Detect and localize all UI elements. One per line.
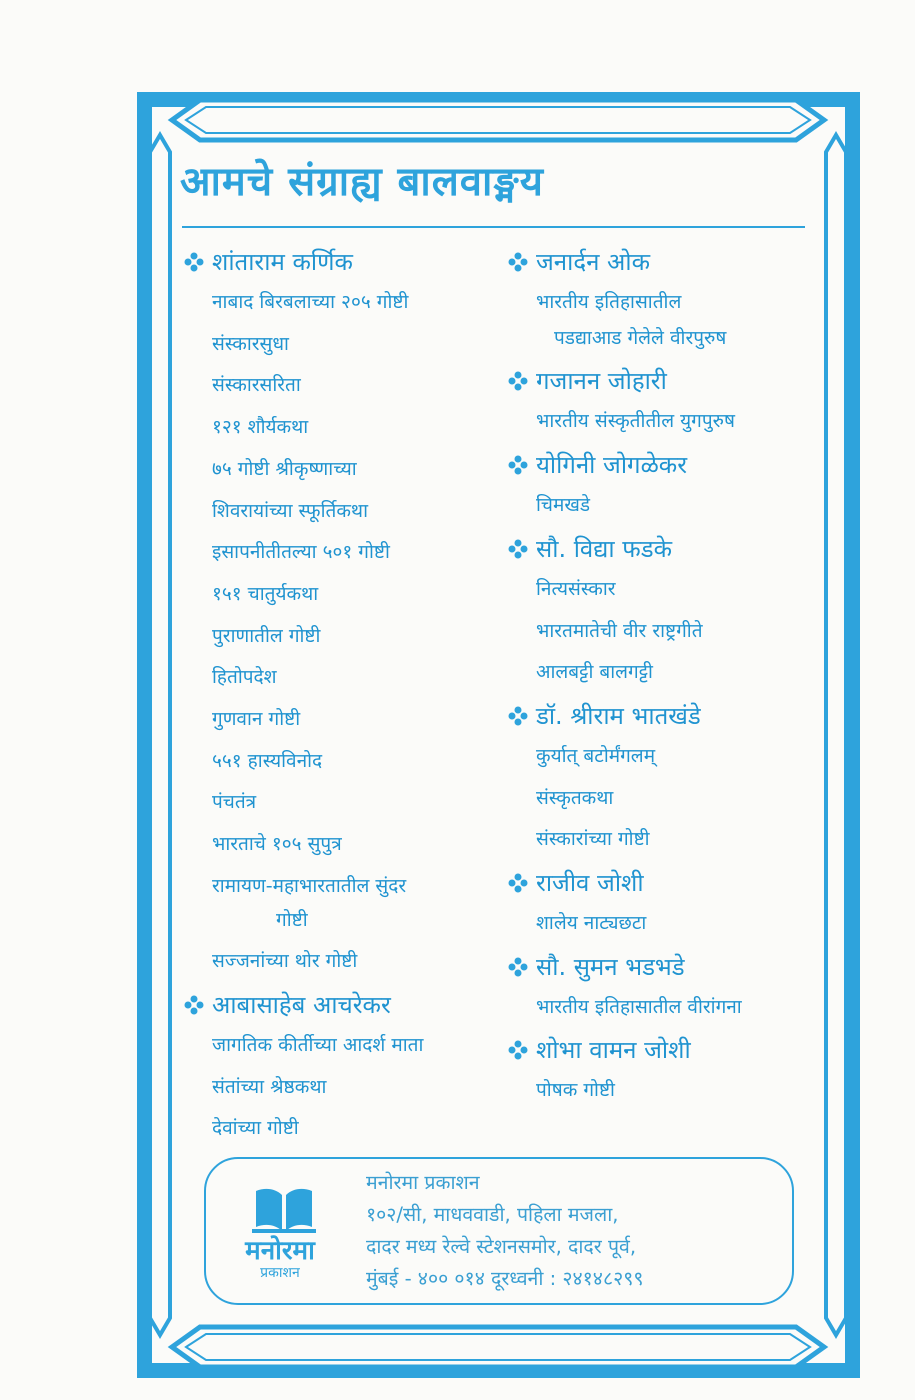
flower-bullet-icon	[508, 1040, 528, 1060]
author-name: योगिनी जोगळेकर	[536, 451, 688, 480]
flower-bullet-icon	[508, 873, 528, 893]
book-title: शालेय नाट्यछटा	[536, 912, 647, 935]
flower-bullet-icon	[508, 706, 528, 726]
author-heading	[184, 985, 494, 1025]
book-title: १२१ शौर्यकथा	[212, 416, 309, 439]
right-column	[508, 240, 808, 1112]
book-title: संस्कारांच्या गोष्टी	[536, 828, 650, 851]
book-title: कुर्यात् बटोर्मंगलम्	[536, 744, 656, 767]
book-title: इसापनीतीतल्या ५०१ गोष्टी	[212, 541, 390, 564]
book-title: भारतीय इतिहासातील	[536, 291, 682, 313]
book-title: आलबट्टी बालगट्टी	[536, 661, 653, 684]
book-title: भारतमातेची वीर राष्ट्रगीते	[536, 619, 703, 642]
flower-bullet-icon	[508, 371, 528, 391]
book-title: भारतीय संस्कृतीतील युगपुरुष	[536, 410, 735, 433]
author-heading	[508, 529, 808, 569]
book-title-continuation: गोष्टी	[276, 908, 308, 931]
author-name: राजीव जोशी	[536, 869, 644, 898]
publisher-logo-subtext: प्रकाशन	[260, 1265, 300, 1281]
book-title: शिवरायांच्या स्फूर्तिकथा	[212, 499, 368, 522]
flower-bullet-icon	[508, 957, 528, 977]
book-title: १५१ चातुर्यकथा	[212, 582, 319, 605]
author-name: सौ. विद्या फडके	[536, 534, 672, 563]
book-title: पंचतंत्र	[212, 791, 257, 814]
book-title: नित्यसंस्कार	[536, 577, 616, 600]
flower-bullet-icon	[508, 539, 528, 559]
book-title: रामायण-महाभारतातील सुंदर	[212, 874, 407, 897]
author-heading	[508, 445, 808, 485]
author-name: शांताराम कर्णिक	[212, 248, 353, 276]
author-name: डॉ. श्रीराम भातखंडे	[536, 701, 701, 730]
flower-bullet-icon	[508, 455, 528, 475]
book-title: भारताचे १०५ सुपुत्र	[212, 833, 342, 856]
author-heading	[508, 1030, 808, 1070]
book-title-continuation: पडद्याआड गेलेले वीरपुरुष	[554, 326, 727, 349]
author-name: जनार्दन ओक	[536, 248, 651, 276]
author-heading	[508, 947, 808, 987]
author-name: आबासाहेब आचरेकर	[212, 990, 391, 1019]
publisher-box	[204, 1157, 794, 1305]
address-line: दादर मध्य रेल्वे स्टेशनसमोर, दादर पूर्व,	[366, 1235, 637, 1258]
author-name: गजानन जोहारी	[536, 367, 667, 396]
book-title: भारतीय इतिहासातील वीरांगना	[536, 995, 742, 1018]
book-title: संतांच्या श्रेष्ठकथा	[212, 1075, 327, 1098]
book-title: ७५ गोष्टी श्रीकृष्णाच्या	[212, 457, 357, 480]
author-heading	[184, 242, 494, 282]
left-column	[184, 240, 494, 1150]
book-title: चिमखडे	[536, 494, 591, 517]
book-title: संस्कारसुधा	[212, 332, 289, 355]
author-heading	[508, 863, 808, 903]
title-underline	[182, 226, 805, 228]
author-heading	[508, 242, 808, 282]
book-title: ५५१ हास्यविनोद	[212, 749, 323, 772]
book-title: पोषक गोष्टी	[536, 1079, 615, 1102]
book-title: संस्कृतकथा	[536, 786, 614, 809]
book-title: गुणवान गोष्टी	[212, 708, 301, 731]
author-name: शोभा वामन जोशी	[536, 1036, 691, 1065]
book-title: सज्जनांच्या थोर गोष्टी	[212, 950, 358, 973]
book-title: संस्कारसरिता	[212, 374, 301, 397]
publisher-logo-text: मनोरमा	[245, 1236, 315, 1266]
book-title: हितोपदेश	[212, 666, 277, 689]
flower-bullet-icon	[508, 252, 528, 272]
book-title: पुराणातील गोष्टी	[212, 624, 321, 647]
publisher-address	[366, 1167, 644, 1295]
author-heading	[508, 361, 808, 401]
book-title: नाबाद बिरबलाच्या २०५ गोष्टी	[212, 291, 409, 313]
book-title: जागतिक कीर्तीच्या आदर्श माता	[212, 1033, 424, 1056]
page-title: आमचे संग्राह्य बालवाङ्मय	[180, 159, 544, 205]
flower-bullet-icon	[184, 995, 204, 1015]
book-title: देवांच्या गोष्टी	[212, 1117, 299, 1140]
author-heading	[508, 696, 808, 736]
address-phone-line: मुंबई - ४०० ०१४ दूरध्वनी : २४१४८२९९	[366, 1267, 644, 1290]
address-line: १०२/सी, माधववाडी, पहिला मजला,	[366, 1203, 619, 1226]
author-name: सौ. सुमन भडभडे	[536, 952, 685, 981]
publisher-name: मनोरमा प्रकाशन	[366, 1171, 480, 1194]
flower-bullet-icon	[184, 252, 204, 272]
